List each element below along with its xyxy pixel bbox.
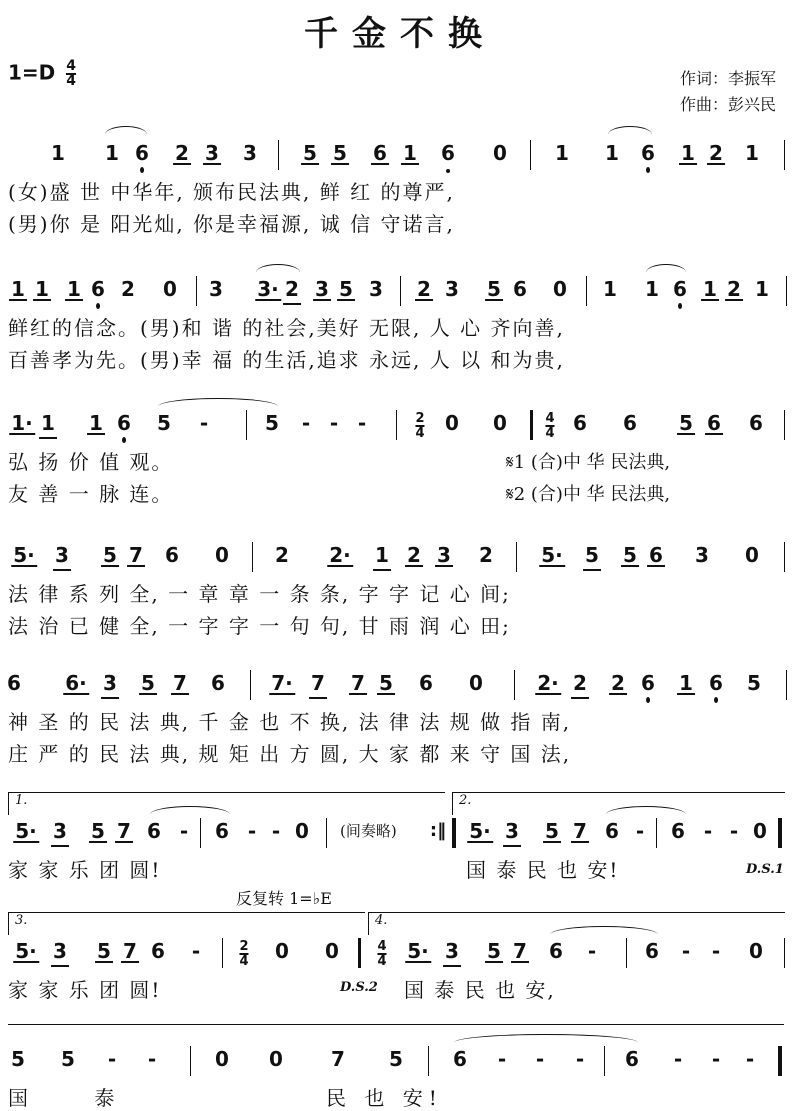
note: -: [497, 1047, 507, 1071]
lyric-line-2: 庄 严 的 民 法 典, 规 矩 出 方 圆, 大 家 都 来 守 国 法,: [8, 742, 572, 766]
note: 2: [417, 277, 431, 301]
note: 7: [129, 543, 143, 567]
notes-row: [0, 410, 800, 440]
note: 3: [53, 819, 67, 843]
composer-credit: 作曲：彭兴民: [679, 95, 776, 114]
note: 3: [53, 939, 67, 963]
volta-4: 4.: [368, 912, 785, 935]
lyric-line-2: 友 善 一 脉 连。: [8, 482, 174, 506]
note: 6: [147, 819, 161, 843]
note: 3: [205, 141, 219, 165]
barline: [326, 818, 327, 848]
note: 6: [707, 411, 721, 435]
note: 6: [673, 277, 687, 301]
note: 6: [453, 1047, 467, 1071]
note: 0: [553, 277, 567, 301]
note: 1: [755, 277, 769, 301]
segno-1-lyric: 𝄋1 (合)中 华 民法典,: [506, 452, 671, 473]
time-signature-change: 4 4: [545, 411, 555, 441]
note: 6: [215, 819, 229, 843]
lyric-line-2: (男)你 是 阳光灿, 你是幸福源, 诚 信 守诺言,: [8, 212, 455, 236]
note: 0: [753, 819, 767, 843]
double-barline: [530, 410, 533, 440]
note: 1: [35, 277, 49, 301]
note: 6: [91, 277, 105, 301]
note: 5: [11, 1047, 25, 1071]
note: 2: [611, 671, 625, 695]
tie: [550, 926, 658, 943]
note: 0: [163, 277, 177, 301]
note: 5: [623, 543, 637, 567]
note: 6: [441, 141, 455, 165]
note: -: [575, 1047, 585, 1071]
volta-1: 1.: [8, 792, 445, 815]
note: 2: [285, 277, 299, 301]
note: 0: [269, 1047, 283, 1071]
note: 0: [493, 411, 507, 435]
notes-row: [0, 670, 800, 700]
double-barline: [358, 938, 361, 968]
time-signature-change: 2 4: [239, 939, 249, 969]
note: 1: [703, 277, 717, 301]
note: 5: [265, 411, 279, 435]
modulation-mark: 反复转 1=♭E: [236, 889, 332, 908]
lyric-line-1: 法 律 系 列 全, 一 章 章 一 条 条, 字 字 记 心 间;: [8, 582, 511, 606]
notes-row: [0, 938, 800, 968]
note: 7: [573, 819, 587, 843]
note: 1: [11, 277, 25, 301]
lyric-line-1b: 民 也 安!: [326, 1086, 443, 1110]
note: 5: [389, 1047, 403, 1071]
note: -: [247, 819, 257, 843]
barline: [786, 276, 787, 306]
note: -: [711, 939, 721, 963]
note: 2: [709, 141, 723, 165]
note: -: [147, 1047, 157, 1071]
note: -: [179, 819, 189, 843]
note: 7: [117, 819, 131, 843]
note: -: [703, 819, 713, 843]
lyric-line-1: (女)盛 世 中华年, 颁布民法典, 鲜 红 的尊严,: [8, 180, 455, 204]
time-num: 4: [66, 58, 76, 74]
note: 6: [709, 671, 723, 695]
notes-row: [0, 818, 800, 848]
lyric-line-1: 家 家 乐 团 圆!: [8, 858, 162, 882]
note: 7: [331, 1047, 345, 1071]
lyric-line-1b: 国 泰 民 也 安!: [466, 858, 620, 882]
note: 5·: [15, 939, 37, 963]
note: 6: [641, 141, 655, 165]
barline: [190, 1046, 191, 1076]
note: 1: [89, 411, 103, 435]
tie: [158, 398, 278, 415]
note: -: [301, 411, 311, 435]
barline: [786, 670, 787, 700]
note: 6: [373, 141, 387, 165]
final-barline: [778, 1046, 782, 1076]
note: 5: [545, 819, 559, 843]
note: 6: [151, 939, 165, 963]
note: 5·: [469, 819, 491, 843]
volta-3: 3.: [8, 912, 365, 935]
note: -: [681, 939, 691, 963]
note: -: [635, 819, 645, 843]
barline: [514, 670, 515, 700]
note: 6·: [65, 671, 87, 695]
barline: [516, 542, 517, 572]
note: 2: [175, 141, 189, 165]
note: 1: [679, 671, 693, 695]
note: 7: [123, 939, 137, 963]
note: 6: [749, 411, 763, 435]
key-label: 1=D: [8, 60, 56, 85]
barline: [784, 410, 785, 440]
note: 5: [333, 141, 347, 165]
note: 6: [135, 141, 149, 165]
barline: [222, 938, 223, 968]
note: 5: [61, 1047, 75, 1071]
note: 3·: [257, 277, 279, 301]
slur: [105, 126, 147, 143]
note: 2: [479, 543, 493, 567]
barline: [250, 670, 251, 700]
barline: [252, 542, 253, 572]
note: 3: [55, 543, 69, 567]
note: 5: [103, 543, 117, 567]
volta-2: 2.: [452, 792, 785, 815]
note: 1: [603, 277, 617, 301]
slur: [256, 264, 300, 281]
note: 6: [623, 411, 637, 435]
note: 5·: [541, 543, 563, 567]
note: -: [107, 1047, 117, 1071]
note: 5: [487, 939, 501, 963]
note: 6: [649, 543, 663, 567]
note: 5: [585, 543, 599, 567]
note: 0: [325, 939, 339, 963]
note: 1: [105, 141, 119, 165]
barline: [278, 140, 279, 170]
note: 5: [379, 671, 393, 695]
note: 5: [339, 277, 353, 301]
note: 6: [7, 671, 21, 695]
note: 5: [157, 411, 171, 435]
note: 3: [445, 939, 459, 963]
lyric-line-2: 百善孝为先。(男)幸 福 的生活,追求 永远, 人 以 和为贵,: [8, 348, 565, 372]
note: 1: [375, 543, 389, 567]
note: 7: [513, 939, 527, 963]
note: 3: [445, 277, 459, 301]
notes-row: [0, 542, 800, 572]
repeat-sign: :‖: [429, 820, 447, 841]
barline: [784, 938, 785, 968]
note: 3: [437, 543, 451, 567]
slur: [608, 126, 652, 143]
note: 2: [727, 277, 741, 301]
note: -: [535, 1047, 545, 1071]
time-den: 4: [66, 73, 76, 89]
note: 5: [747, 671, 761, 695]
note: 2: [407, 543, 421, 567]
lyric-line-1: 弘 扬 价 值 观。: [8, 450, 174, 474]
barline: [784, 140, 785, 170]
tie: [150, 806, 230, 823]
ds-2-mark: D.S.2: [340, 980, 378, 995]
note: 6: [625, 1047, 639, 1071]
note: 1·: [11, 411, 33, 435]
tie: [454, 1034, 638, 1051]
note: -: [199, 411, 209, 435]
note: 0: [469, 671, 483, 695]
note: 3: [243, 141, 257, 165]
note: -: [711, 1047, 721, 1071]
segno-2-lyric: 𝄋2 (合)中 华 民法典,: [506, 484, 671, 505]
note: 3: [209, 277, 223, 301]
time-signature-change: 4 4: [377, 939, 387, 969]
note: -: [271, 819, 281, 843]
notes-row: [0, 276, 800, 306]
barline: [196, 276, 197, 306]
notes-row: [0, 1046, 800, 1076]
note: 2: [573, 671, 587, 695]
note: 1: [67, 277, 81, 301]
note: -: [729, 819, 739, 843]
barline: [452, 818, 456, 848]
volta-line: [8, 1024, 784, 1025]
note: 5: [141, 671, 155, 695]
note: 3: [315, 277, 329, 301]
lyric-line-1: 鲜红的信念。(男)和 谐 的社会,美好 无限, 人 心 齐向善,: [8, 316, 565, 340]
note: 5·: [407, 939, 429, 963]
note: 6: [645, 939, 659, 963]
lyric-line-1: 家 家 乐 团 圆!: [8, 978, 162, 1002]
note: 0: [215, 1047, 229, 1071]
barline: [784, 542, 785, 572]
note: 1: [555, 141, 569, 165]
barline: [396, 410, 397, 440]
lyric-line-1: 国 泰: [8, 1086, 145, 1110]
note: 5·: [15, 819, 37, 843]
note: 0: [749, 939, 763, 963]
note: 7: [351, 671, 365, 695]
note: 0: [445, 411, 459, 435]
note: 7: [173, 671, 187, 695]
note: 5: [91, 819, 105, 843]
note: 3: [505, 819, 519, 843]
note: -: [191, 939, 201, 963]
barline: [428, 1046, 429, 1076]
note: 1: [51, 141, 65, 165]
note: 6: [671, 819, 685, 843]
note: 2: [121, 277, 135, 301]
note: 0: [275, 939, 289, 963]
barline: [400, 276, 401, 306]
note: 5: [303, 141, 317, 165]
note: 5: [679, 411, 693, 435]
barline: [586, 276, 587, 306]
note: 6: [117, 411, 131, 435]
note: 1: [745, 141, 759, 165]
lyric-line-1: 神 圣 的 民 法 典, 千 金 也 不 换, 法 律 法 规 做 指 南,: [8, 710, 572, 734]
note: 0: [745, 543, 759, 567]
barline: [530, 140, 531, 170]
note: 0: [493, 141, 507, 165]
note: 0: [295, 819, 309, 843]
interlude-note: (间奏略): [340, 822, 397, 840]
lyricist-credit: 作词：李振军: [679, 69, 776, 88]
note: 3: [695, 543, 709, 567]
note: 1: [605, 141, 619, 165]
note: -: [745, 1047, 755, 1071]
note: -: [673, 1047, 683, 1071]
note: -: [587, 939, 597, 963]
note: -: [329, 411, 339, 435]
slur: [646, 264, 686, 281]
note: 7: [311, 671, 325, 695]
note: 3: [103, 671, 117, 695]
note: 6: [513, 277, 527, 301]
note: 3: [369, 277, 383, 301]
note: 6: [165, 543, 179, 567]
note: 1: [41, 411, 55, 435]
note: -: [357, 411, 367, 435]
tie: [606, 806, 686, 823]
note: 6: [419, 671, 433, 695]
note: 6: [211, 671, 225, 695]
note: 0: [215, 543, 229, 567]
note: 1: [645, 277, 659, 301]
note: 1: [681, 141, 695, 165]
ds-1-mark: D.S.1: [746, 862, 784, 877]
notes-row: [0, 140, 800, 170]
note: 6: [573, 411, 587, 435]
note: 5: [487, 277, 501, 301]
lyric-line-2: 法 治 已 健 全, 一 字 字 一 句 句, 甘 雨 润 心 田;: [8, 614, 511, 638]
note: 5: [97, 939, 111, 963]
final-barline: [778, 818, 782, 848]
key-signature: [8, 60, 76, 88]
note: 6: [605, 819, 619, 843]
time-signature-change: 2 4: [415, 411, 425, 441]
note: 5·: [13, 543, 35, 567]
note: 2·: [537, 671, 559, 695]
note: 6: [641, 671, 655, 695]
note: 1: [403, 141, 417, 165]
lyric-line-1b: 国 泰 民 也 安,: [404, 978, 556, 1002]
note: 2: [275, 543, 289, 567]
note: 7·: [271, 671, 293, 695]
time-signature: [66, 60, 76, 88]
note: 2·: [329, 543, 351, 567]
song-title: 千金不换: [304, 14, 496, 54]
note: 6: [549, 939, 563, 963]
